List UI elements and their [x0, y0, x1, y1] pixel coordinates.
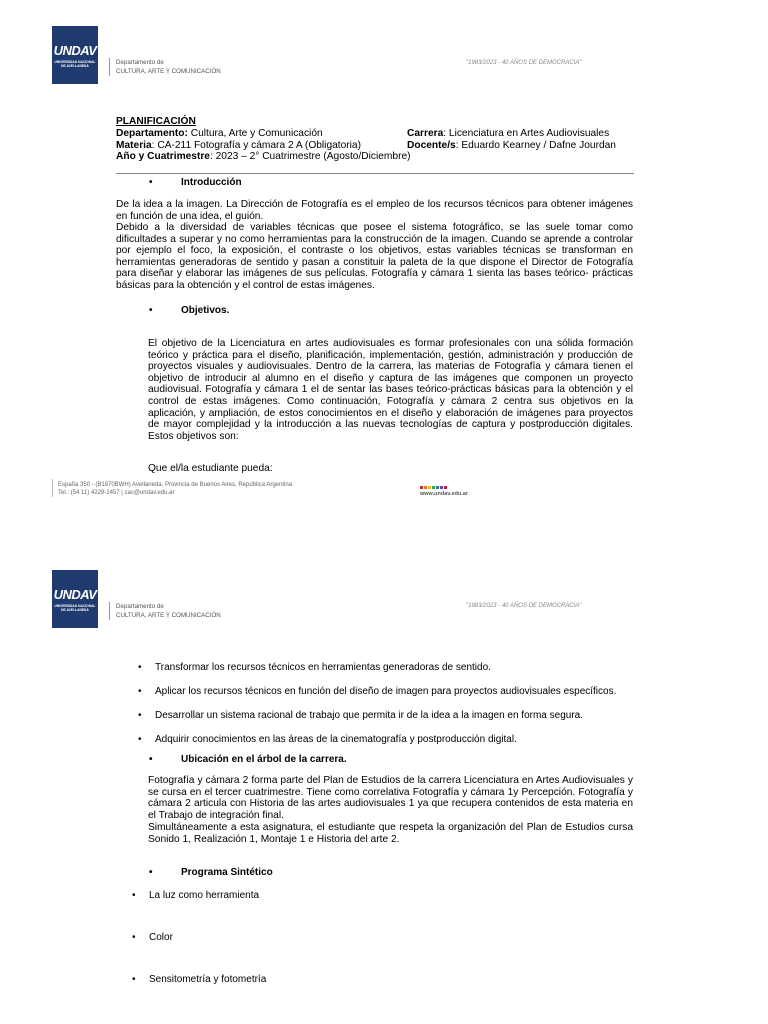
- undav-logo: [52, 570, 98, 628]
- ubicacion-paragraph-1: Fotografía y cámara 2 forma parte del Plan de Estudios de la carrera Licenciatura en Artes Audiovisuales y se cursa en el tercer cuatrimestre. Tiene como correlativa Fotografía y cámara 1y Percepción. Fotografía y cámara 2 articula con Historia de las artes audiovisuales 1 ya que recupera contenidos de esta materia en el Trabajo de integración final.: [148, 775, 633, 821]
- materia-field-label: Materia: [116, 139, 152, 151]
- programa-item-1: • La luz como herramienta: [149, 890, 259, 901]
- logo-mark: UNDAV: [53, 42, 97, 58]
- header-divider: [116, 173, 634, 174]
- objetivos-paragraph: El objetivo de la Licenciatura en artes audiovisuales es formar profesionales con una sólida formación teórico y práctica para el diseño, planificación, implementación, gestión, administración y producción de proyectos visuales y audiovisuales. Dentro de la carrera, las materias de Fotografía y cámara tienen el objetivo de introducir al alumno en el diseño y captura de las imágenes que componen un proyecto audiovisual. Fotografía y cámara 1 el de sentar las bases teórico-prácticas básicas para la obtención y el control de estas imágenes. Como continuación, Fotografía y cámara 2 centra sus objetivos en la aplicación, y ampliación, de estos conocimientos en el diseño y elaboración de imágenes para proyectos de mayor complejidad y la introducción a las nuevas tecnologías de captura y postproducción digitales. Estos objetivos son:: [148, 338, 633, 442]
- docente-field-label: Docente/s: [407, 139, 456, 151]
- intro-paragraph-1: De la idea a la imagen. La Dirección de Fotografía es el empleo de los recursos técnicos para obtener imágenes en función de una idea, el guión.: [116, 199, 633, 222]
- programa-item-2: • Color: [149, 932, 173, 943]
- logo-subtitle: UNIVERSIDAD NACIONAL DE AVELLANEDA: [54, 603, 96, 612]
- footer-address: [58, 481, 292, 497]
- dept-field-value: Cultura, Arte y Comunicación: [187, 127, 323, 139]
- footer-dot-5: [436, 486, 439, 489]
- planning-header: [116, 116, 634, 163]
- footer-dot-3: [428, 486, 431, 489]
- intro-paragraph-2: Debido a la diversidad de variables técnicas que posee el sistema fotográfico, se las suele tomar como dificultades a superar y no como herramientas para la construcción de la imagen. Cuando se aprende a controlar por ejemplo el foco, la exposición, el contraste o los objetivos, estas variables técnicas se transforman en herramientas generadoras de sentido y pasan a constituir la paleta de la que dispone el Director de Fotografía para diseñar y elaborar las imágenes de sus películas. Fotografía y cámara 1 sienta las bases teórico- prácticas básicas para la obtención y el control de estas imágenes.: [116, 222, 633, 291]
- objetivo-item-3: • Desarrollar un sistema racional de trabajo que permita ir de la idea a la imagen en forma segura.: [155, 710, 583, 721]
- objetivo-item-2: • Aplicar los recursos técnicos en función del diseño de imagen para proyectos audiovisuales específicos.: [155, 686, 616, 697]
- page-title: PLANIFICACIÓN: [116, 116, 196, 127]
- header-row-3: [116, 151, 634, 163]
- dept-line-1: Departamento de: [116, 603, 164, 610]
- footer-dot-7: [444, 486, 447, 489]
- footer-dot-4: [432, 486, 435, 489]
- programa-item-3: • Sensitometría y fotometría: [149, 974, 266, 985]
- objetivo-item-4: • Adquirir conocimientos en las áreas de la cinematografía y postproducción digital.: [155, 734, 517, 745]
- footer-dot-1: [420, 486, 423, 489]
- dept-line-1: Departamento de: [116, 59, 164, 66]
- footer-dot-2: [424, 486, 427, 489]
- ubicacion-paragraph-2: Simultáneamente a esta asignatura, el estudiante que respeta la organización del Plan de Estudios cursa Sonido 1, Realización 1, Montaje 1 e Historia del arte 2.: [148, 822, 633, 845]
- footer-line-2: Tel.: (54 11) 4229-2457 | cac@undav.edu.ar: [58, 490, 175, 496]
- header-row-1: [116, 128, 634, 140]
- footer-dot-6: [440, 486, 443, 489]
- footer-website: www.undav.edu.ar: [420, 491, 468, 497]
- anio-field-label: Año y Cuatrimestre: [116, 151, 210, 163]
- dept-field-label: Departamento:: [116, 127, 188, 139]
- ubicacion-heading: • Ubicación en el árbol de la carrera.: [181, 754, 347, 765]
- logo-subtitle: UNIVERSIDAD NACIONAL DE AVELLANEDA: [54, 59, 96, 68]
- slogan: "1983/2023 - 40 AÑOS DE DEMOCRACIA": [466, 603, 582, 609]
- department-label: [109, 602, 221, 620]
- dept-line-2: CULTURA, ARTE Y COMUNICACIÓN: [116, 68, 221, 75]
- carrera-field-label: Carrera: [407, 127, 444, 139]
- programa-heading: • Programa Sintético: [181, 867, 273, 878]
- intro-heading: • Introducción: [181, 177, 242, 188]
- docente-field-value: : Eduardo Kearney / Dafne Jourdan: [455, 139, 616, 151]
- header-row-2: [116, 140, 634, 152]
- materia-field-value: : CA-211 Fotografía y cámara 2 A (Obligatoria): [151, 139, 361, 151]
- slogan: "1983/2023 - 40 AÑOS DE DEMOCRACIA": [466, 60, 582, 66]
- footer-line-1: España 350 - (B1870BWH) Avellaneda, Provincia de Buenos Aires, República Argentina: [58, 482, 293, 488]
- footer-divider: [52, 479, 53, 497]
- objetivos-intro-line: Que el/la estudiante pueda:: [148, 463, 273, 474]
- department-label: [109, 58, 221, 76]
- footer-color-dots: [420, 486, 447, 489]
- objetivo-item-1: • Transformar los recursos técnicos en herramientas generadoras de sentido.: [155, 662, 491, 673]
- logo-mark: UNDAV: [53, 586, 97, 602]
- undav-logo: [52, 26, 98, 84]
- dept-line-2: CULTURA, ARTE Y COMUNICACIÓN: [116, 612, 221, 619]
- page-2: [0, 560, 768, 1024]
- objetivos-heading: • Objetivos.: [181, 305, 229, 316]
- carrera-field-value: : Licenciatura en Artes Audiovisuales: [443, 127, 610, 139]
- anio-field-value: : 2023 – 2° Cuatrimestre (Agosto/Diciembre): [209, 151, 411, 163]
